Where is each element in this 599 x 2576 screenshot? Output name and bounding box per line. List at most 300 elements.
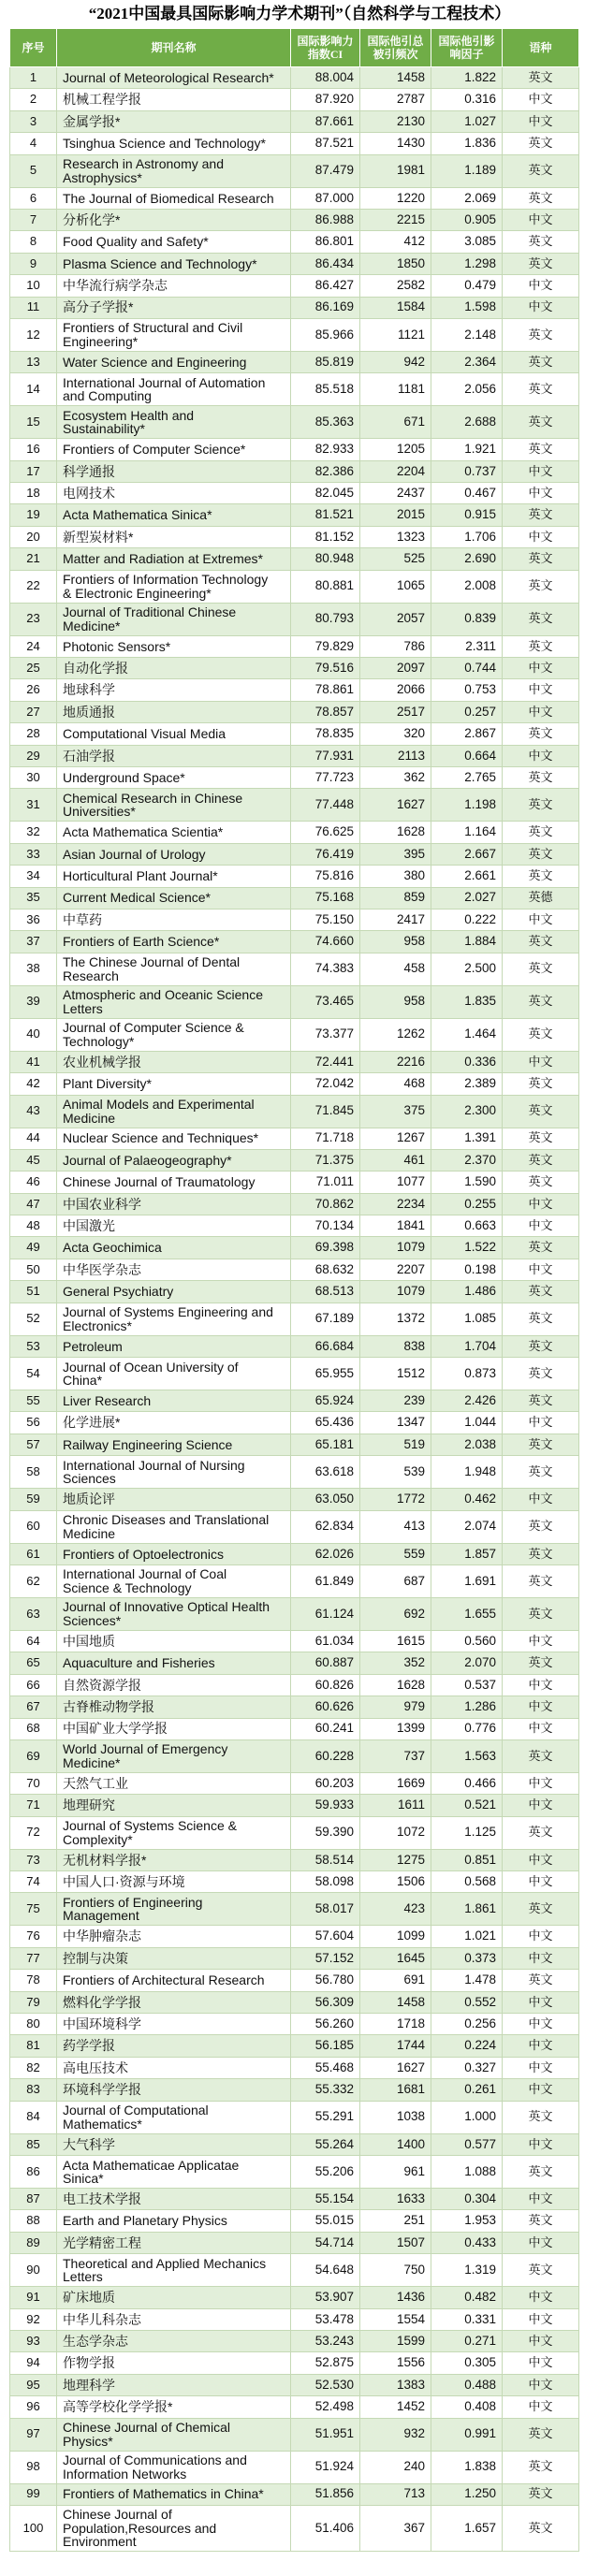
ci-value: 86.169 [291,297,360,318]
journal-name: Railway Engineering Science [57,1434,291,1455]
row-number: 4 [10,133,57,154]
impact-factor-value: 0.488 [431,2374,503,2395]
journal-name: 中华医学杂志 [57,1259,291,1280]
citation-count-value: 2437 [360,483,431,504]
citation-count-value: 1850 [360,253,431,274]
journal-name: Aquaculture and Fisheries [57,1652,291,1674]
journal-name: Plant Diversity* [57,1073,291,1095]
impact-factor-value: 2.008 [431,570,503,603]
ci-value: 79.829 [291,635,360,657]
header-row [10,29,579,67]
journal-name: Underground Space* [57,766,291,788]
ci-value: 75.150 [291,909,360,930]
ci-value: 76.625 [291,822,360,843]
row-number: 26 [10,679,57,701]
journal-name: 机械工程学报 [57,89,291,110]
citation-count-value: 375 [360,1095,431,1128]
column-header-citations: 国际他引总被引频次 [360,29,431,67]
row-number: 30 [10,766,57,788]
ci-value: 59.933 [291,1795,360,1816]
language-value: 中文 [503,89,579,110]
row-number: 52 [10,1303,57,1335]
citation-count-value: 1628 [360,822,431,843]
citation-count-value: 1065 [360,570,431,603]
impact-factor-value: 1.691 [431,1565,503,1597]
impact-factor-value: 1.861 [431,1893,503,1926]
citation-count-value: 240 [360,2451,431,2483]
row-number: 88 [10,2210,57,2232]
citation-count-value: 1383 [360,2374,431,2395]
language-value: 中文 [503,2189,579,2210]
table-row [10,2079,579,2101]
impact-factor-value: 2.661 [431,866,503,887]
row-number: 13 [10,351,57,372]
ci-value: 85.518 [291,373,360,406]
row-number: 40 [10,1018,57,1051]
impact-factor-value: 0.577 [431,2133,503,2155]
impact-factor-value: 0.255 [431,1193,503,1215]
citation-count-value: 423 [360,1893,431,1926]
citation-count-value: 2215 [360,209,431,230]
ci-value: 82.045 [291,483,360,504]
impact-factor-value: 0.991 [431,2418,503,2451]
journal-name: Current Medical Science* [57,887,291,909]
row-number: 80 [10,2014,57,2035]
citation-count-value: 1079 [360,1281,431,1303]
impact-factor-value: 2.688 [431,406,503,439]
journal-name: Petroleum [57,1335,291,1357]
ci-value: 80.881 [291,570,360,603]
journal-name: Journal of Communications and Information Networks [57,2451,291,2483]
table-row [10,1871,579,1893]
row-number: 34 [10,866,57,887]
table-row [10,275,579,297]
journal-name: Computational Visual Media [57,723,291,745]
impact-factor-value: 0.305 [431,2352,503,2374]
journal-name: The Chinese Journal of Dental Research [57,953,291,985]
citation-count-value: 2057 [360,603,431,635]
impact-factor-value: 1.125 [431,1816,503,1849]
journal-name: 矿床地质 [57,2287,291,2308]
table-row [10,2396,579,2418]
impact-factor-value: 0.479 [431,275,503,297]
citation-count-value: 1400 [360,2133,431,2155]
row-number: 93 [10,2330,57,2351]
row-number: 61 [10,1543,57,1565]
language-value: 英文 [503,866,579,887]
row-number: 11 [10,297,57,318]
row-number: 62 [10,1565,57,1597]
language-value: 中文 [503,2035,579,2057]
row-number: 8 [10,231,57,253]
language-value: 中文 [503,2057,579,2078]
table-row [10,2035,579,2057]
language-value: 中文 [503,1871,579,1893]
citation-count-value: 1512 [360,1358,431,1390]
citation-count-value: 1430 [360,133,431,154]
journal-name: 中国矿业大学学报 [57,1718,291,1739]
journal-name: 环境科学学报 [57,2079,291,2101]
language-value: 英文 [503,1149,579,1171]
table-row [10,1390,579,1412]
impact-factor-value: 0.737 [431,460,503,482]
impact-factor-value: 1.021 [431,1926,503,1947]
impact-factor-value: 0.663 [431,1215,503,1237]
citation-count-value: 2234 [360,1193,431,1215]
table-row [10,1172,579,1193]
language-value: 英文 [503,1172,579,1193]
table-row [10,1772,579,1794]
impact-factor-value: 1.391 [431,1128,503,1149]
table-row [10,2330,579,2351]
table-row [10,373,579,406]
journal-name: Acta Mathematica Sinica* [57,504,291,526]
row-number: 20 [10,526,57,547]
row-number: 90 [10,2254,57,2287]
journal-name: 高电压技术 [57,2057,291,2078]
table-row [10,2352,579,2374]
ci-value: 87.521 [291,133,360,154]
table-row [10,2451,579,2483]
language-value: 中文 [503,701,579,722]
impact-factor-value: 1.948 [431,1456,503,1489]
row-number: 41 [10,1051,57,1072]
ci-value: 62.026 [291,1543,360,1565]
citation-count-value: 691 [360,1970,431,1991]
ci-value: 61.034 [291,1630,360,1652]
citation-count-value: 380 [360,866,431,887]
impact-factor-value: 2.311 [431,635,503,657]
citation-count-value: 1681 [360,2079,431,2101]
citation-count-value: 1077 [360,1172,431,1193]
language-value: 中文 [503,1849,579,1870]
journal-name: Ecosystem Health and Sustainability* [57,406,291,439]
table-row [10,1696,579,1718]
journal-name: Photonic Sensors* [57,635,291,657]
ci-value: 74.660 [291,931,360,953]
impact-factor-value: 2.074 [431,1510,503,1543]
table-row [10,351,579,372]
row-number: 46 [10,1172,57,1193]
ci-value: 87.920 [291,89,360,110]
language-value: 英文 [503,953,579,985]
impact-factor-value: 0.552 [431,1991,503,2013]
table-row [10,504,579,526]
table-row [10,723,579,745]
table-row [10,2057,579,2078]
table-row [10,1335,579,1357]
impact-factor-value: 0.873 [431,1358,503,1390]
citation-count-value: 1744 [360,2035,431,2057]
table-row [10,2014,579,2035]
table-row [10,1739,579,1772]
table-row [10,822,579,843]
language-value: 中文 [503,275,579,297]
language-value: 英文 [503,723,579,745]
language-value: 中文 [503,909,579,930]
language-value: 英文 [503,2505,579,2552]
ci-value: 55.291 [291,2101,360,2133]
impact-factor-value: 1.286 [431,1696,503,1718]
language-value: 英文 [503,635,579,657]
language-value: 英文 [503,1073,579,1095]
citation-count-value: 671 [360,406,431,439]
journal-name: 地球科学 [57,679,291,701]
row-number: 64 [10,1630,57,1652]
journal-name: 高等学校化学学报* [57,2396,291,2418]
table-row [10,931,579,953]
journal-name: 地质论评 [57,1489,291,1510]
citation-count-value: 1981 [360,154,431,187]
row-number: 33 [10,843,57,865]
ci-value: 86.434 [291,253,360,274]
ci-value: 86.801 [291,231,360,253]
impact-factor-value: 0.462 [431,1489,503,1510]
table-row [10,658,579,679]
language-value: 中文 [503,2352,579,2374]
table-row [10,570,579,603]
ci-value: 54.714 [291,2232,360,2253]
citation-count-value: 1347 [360,1412,431,1434]
ci-value: 61.849 [291,1565,360,1597]
impact-factor-value: 0.224 [431,2035,503,2057]
citation-count-value: 1611 [360,1795,431,1816]
journal-name: The Journal of Biomedical Research [57,187,291,209]
table-row [10,1215,579,1237]
citation-count-value: 395 [360,843,431,865]
journal-name: Journal of Traditional Chinese Medicine* [57,603,291,635]
ci-value: 77.723 [291,766,360,788]
table-row [10,2133,579,2155]
citation-count-value: 362 [360,766,431,788]
table-row [10,1816,579,1849]
row-number: 72 [10,1816,57,1849]
citation-count-value: 1079 [360,1237,431,1259]
citation-count-value: 1181 [360,373,431,406]
citation-count-value: 1121 [360,318,431,351]
impact-factor-value: 0.331 [431,2308,503,2330]
citation-count-value: 2113 [360,745,431,766]
journal-name: Animal Models and Experimental Medicine [57,1095,291,1128]
journal-name: Journal of Palaeogeography* [57,1149,291,1171]
citation-count-value: 942 [360,351,431,372]
journal-name: 大气科学 [57,2133,291,2155]
language-value: 英文 [503,2418,579,2451]
language-value: 中文 [503,1630,579,1652]
citation-count-value: 1458 [360,1991,431,2013]
table-row [10,887,579,909]
ci-value: 52.530 [291,2374,360,2395]
citation-count-value: 367 [360,2505,431,2552]
impact-factor-value: 0.257 [431,701,503,722]
ci-value: 68.632 [291,1259,360,1280]
table-row [10,1237,579,1259]
row-number: 21 [10,548,57,570]
journal-name: General Psychiatry [57,1281,291,1303]
row-number: 63 [10,1597,57,1630]
language-value: 英文 [503,2254,579,2287]
journal-name: Frontiers of Structural and Civil Engineering* [57,318,291,351]
row-number: 74 [10,1871,57,1893]
citation-count-value: 687 [360,1565,431,1597]
table-row [10,526,579,547]
journal-name: 中国激光 [57,1215,291,1237]
row-number: 48 [10,1215,57,1237]
table-row [10,1893,579,1926]
journal-name: 高分子学报* [57,297,291,318]
journal-name: International Journal of Automation and Computing [57,373,291,406]
table-row [10,603,579,635]
row-number: 3 [10,110,57,132]
impact-factor-value: 2.370 [431,1149,503,1171]
table-row [10,1281,579,1303]
journal-name: Water Science and Engineering [57,351,291,372]
table-row [10,318,579,351]
row-number: 99 [10,2483,57,2505]
row-number: 50 [10,1259,57,1280]
language-value: 英文 [503,1970,579,1991]
row-number: 28 [10,723,57,745]
journal-name: Nuclear Science and Techniques* [57,1128,291,1149]
language-value: 中文 [503,460,579,482]
language-value: 英文 [503,133,579,154]
language-value: 中文 [503,2232,579,2253]
ci-value: 77.931 [291,745,360,766]
impact-factor-value: 2.038 [431,1434,503,1455]
language-value: 英文 [503,843,579,865]
language-value: 中文 [503,2079,579,2101]
language-value: 英文 [503,1095,579,1128]
ci-value: 71.375 [291,1149,360,1171]
ci-value: 67.189 [291,1303,360,1335]
journal-ranking-table [9,28,579,2552]
row-number: 66 [10,1674,57,1696]
journal-name: Chinese Journal of Population,Resources and Environment [57,2505,291,2552]
citation-count-value: 1633 [360,2189,431,2210]
language-value: 中文 [503,110,579,132]
impact-factor-value: 2.500 [431,953,503,985]
impact-factor-value: 0.408 [431,2396,503,2418]
table-row [10,1926,579,1947]
language-value: 英文 [503,1018,579,1051]
impact-factor-value: 0.256 [431,2014,503,2035]
language-value: 英文 [503,766,579,788]
impact-factor-value: 0.466 [431,1772,503,1794]
row-number: 36 [10,909,57,930]
ci-value: 70.134 [291,1215,360,1237]
ci-value: 74.383 [291,953,360,985]
ci-value: 55.206 [291,2156,360,2189]
impact-factor-value: 0.261 [431,2079,503,2101]
row-number: 2 [10,89,57,110]
ci-value: 60.203 [291,1772,360,1794]
journal-name: Frontiers of Computer Science* [57,439,291,460]
table-row [10,154,579,187]
journal-name: 中国环境科学 [57,2014,291,2035]
journal-name: 地理科学 [57,2374,291,2395]
ci-value: 52.498 [291,2396,360,2418]
citation-count-value: 468 [360,1073,431,1095]
table-row [10,2483,579,2505]
row-number: 97 [10,2418,57,2451]
table-row [10,1718,579,1739]
ci-value: 51.924 [291,2451,360,2483]
language-value: 英文 [503,789,579,822]
impact-factor-value: 0.839 [431,603,503,635]
table-row [10,1051,579,1072]
table-row [10,2287,579,2308]
table-row [10,789,579,822]
ci-value: 78.835 [291,723,360,745]
journal-name: 控制与决策 [57,1947,291,1969]
table-body [10,67,579,2552]
table-row [10,1849,579,1870]
language-value: 中文 [503,1412,579,1434]
row-number: 79 [10,1991,57,2013]
ci-value: 56.309 [291,1991,360,2013]
column-header-impact-factor: 国际他引影响因子 [431,29,503,67]
row-number: 23 [10,603,57,635]
language-value: 英文 [503,1565,579,1597]
ci-value: 86.427 [291,275,360,297]
impact-factor-value: 0.467 [431,483,503,504]
table-row [10,2418,579,2451]
language-value: 中文 [503,1215,579,1237]
impact-factor-value: 1.189 [431,154,503,187]
row-number: 7 [10,209,57,230]
ci-value: 88.004 [291,67,360,89]
table-row [10,483,579,504]
column-header-ci: 国际影响力指数CI [291,29,360,67]
row-number: 12 [10,318,57,351]
impact-factor-value: 1.298 [431,253,503,274]
column-header-number: 序号 [10,29,57,67]
row-number: 78 [10,1970,57,1991]
row-number: 27 [10,701,57,722]
journal-name: 燃料化学学报 [57,1991,291,2013]
table-row [10,1358,579,1390]
language-value: 英文 [503,1893,579,1926]
impact-factor-value: 0.664 [431,745,503,766]
page-title: “2021中国最具国际影响力学术期刊”（自然科学与工程技术） [88,5,511,22]
language-value: 英文 [503,1281,579,1303]
row-number: 67 [10,1696,57,1718]
impact-factor-value: 1.027 [431,110,503,132]
ci-value: 71.718 [291,1128,360,1149]
journal-name: 分析化学* [57,209,291,230]
language-value: 英文 [503,187,579,209]
impact-factor-value: 1.522 [431,1237,503,1259]
language-value: 英文 [503,1128,579,1149]
citation-count-value: 859 [360,887,431,909]
table-row [10,1434,579,1455]
row-number: 89 [10,2232,57,2253]
ci-value: 53.243 [291,2330,360,2351]
impact-factor-value: 2.690 [431,548,503,570]
journal-name: Earth and Planetary Physics [57,2210,291,2232]
table-row [10,1652,579,1674]
journal-name: 生态学杂志 [57,2330,291,2351]
impact-factor-value: 1.085 [431,1303,503,1335]
row-number: 96 [10,2396,57,2418]
citation-count-value: 1399 [360,1718,431,1739]
row-number: 5 [10,154,57,187]
journal-name: 电网技术 [57,483,291,504]
ci-value: 71.845 [291,1095,360,1128]
journal-name: 中国农业科学 [57,1193,291,1215]
journal-name: 中草药 [57,909,291,930]
citation-count-value: 1669 [360,1772,431,1794]
